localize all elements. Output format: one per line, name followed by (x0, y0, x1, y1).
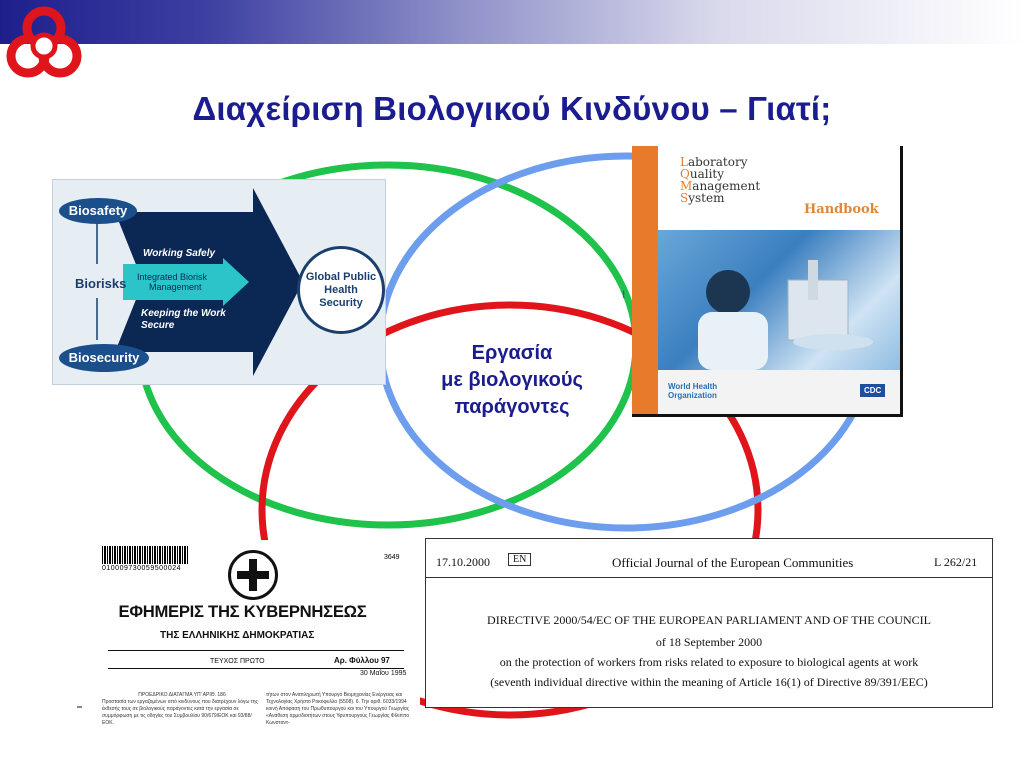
gazette-issue: ΤΕΥΧΟΣ ΠΡΩΤΟ (210, 658, 265, 665)
center-label-line-2: με βιολογικούς (441, 369, 583, 391)
biorisks-label: Biorisks (75, 276, 127, 291)
who-line-1: World Health (668, 382, 718, 391)
lab-photo (658, 230, 900, 370)
directive-lang: EN (508, 553, 531, 566)
biosafety-diagram-image (52, 179, 386, 385)
gazette-page-number: 3649 (384, 554, 400, 561)
gazette-rule-1 (108, 650, 404, 651)
center-label-line-3: παράγοντες (454, 396, 570, 418)
gazette-title: ΕΦΗΜΕΡΙΣ ΤΗΣ ΚΥΒΕΡΝΗΣΕΩΣ (118, 602, 367, 621)
decree-text: Προστασία των εργαζομένων από κινδύνους που διατρέχουν λόγω της έκθεσής τους σε βιολογικούς παράγοντες κατά την εργασία σε συμμόρφωση με τις οδηγίες του Συμβουλίου 90/679/ΕΟΚ και 93/88/ΕΟΚ. (102, 699, 258, 726)
global-line-1: Global Public (305, 270, 377, 283)
directive-line-1: DIRECTIVE 2000/54/EC OF THE EUROPEAN PARLIAMENT AND OF THE COUNCIL (487, 613, 931, 627)
biosecurity-oval: Biosecurity (59, 344, 149, 372)
global-line-3: Security (319, 296, 363, 309)
handbook-label: Handbook (804, 202, 879, 217)
initial-l: L (680, 155, 688, 169)
rest-management: anagement (692, 179, 761, 193)
who-line-2: Organization (668, 391, 717, 400)
eu-directive-image (425, 538, 993, 708)
directive-line-4: (seventh individual directive within the meaning of Article 16(1) of Directive 89/391/EEC) (490, 675, 928, 689)
handbook-heading (680, 156, 760, 204)
biosafety-oval: Biosafety (59, 198, 137, 224)
gazette-right-column: τήτων στον Αναπληρωτή Υπουργό Βιομηχανίας Ενέργειας και Τεχνολογίας Χρήστο Ροκόφυλλο (5508). 6. Την αριθ. 6033/1994 κοινή Απόφαση του Πρωθυπουργού και του Υπουργού Γεωργίας «Ανάθεση αρμοδιοτήτων στους Υφυπουργούς Γεωργίας Φίλιππο Κωνσταντ- (266, 692, 410, 726)
decree-heading: ΠΡΟΕΔΡΙΚΟ ΔΙΑΤΑΓΜΑ ΥΠ' ΑΡΙΘ. 186 (138, 692, 226, 698)
center-label-line-1: Εργασία (471, 342, 553, 364)
gazette-decree (102, 692, 262, 727)
center-label (410, 340, 614, 421)
stray-glyph: ι (622, 285, 626, 301)
directive-date: 17.10.2000 (436, 555, 490, 569)
integrated-line-2: Management (149, 282, 202, 292)
stray-dash (77, 706, 82, 708)
lab-photo-shapes (658, 230, 900, 370)
initial-s: S (680, 191, 689, 205)
directive-journal: Official Journal of the European Communities (612, 555, 854, 570)
lqms-handbook-image (632, 146, 903, 417)
rest-laboratory: aboratory (687, 155, 748, 169)
heading-line-4 (680, 192, 760, 204)
integrated-label (137, 272, 207, 292)
directive-rule (426, 577, 992, 578)
initial-m: M (680, 179, 693, 193)
barcode-number: 010009730059500024 (102, 565, 182, 572)
gazette-sheet: Αρ. Φύλλου 97 (334, 656, 390, 665)
rest-system: ystem (688, 191, 725, 205)
keeping-line-1: Keeping the Work (141, 308, 226, 319)
handbook-orange-strip (632, 146, 658, 414)
gazette-rule-2 (108, 668, 404, 669)
who-logo-text (668, 382, 717, 400)
gazette-image (80, 540, 420, 748)
directive-line-2: of 18 September 2000 (655, 635, 763, 649)
keeping-label (141, 308, 226, 332)
rest-quality: uality (689, 167, 725, 181)
global-security-circle (297, 246, 385, 334)
gazette-subtitle: ΤΗΣ ΕΛΛΗΝΙΚΗΣ ΔΗΜΟΚΡΑΤΙΑΣ (160, 630, 315, 641)
global-line-2: Health (324, 283, 358, 296)
slide-title: Διαχείριση Βιολογικού Κινδύνου – Γιατί; (192, 90, 832, 127)
barcode (102, 546, 188, 564)
greek-emblem-icon (228, 550, 278, 600)
gazette-date: 30 Μαΐου 1995 (360, 670, 407, 677)
handbook-footer (658, 370, 900, 414)
cdc-logo: CDC (860, 384, 885, 397)
keeping-line-2: Secure (141, 320, 175, 331)
directive-ref: L 262/21 (934, 555, 978, 569)
directive-line-3: on the protection of workers from risks related to exposure to biological agents at work (499, 655, 919, 669)
integrated-line-1: Integrated Biorisk (137, 272, 208, 282)
working-safely-label: Working Safely (143, 248, 216, 259)
initial-q: Q (680, 167, 690, 181)
